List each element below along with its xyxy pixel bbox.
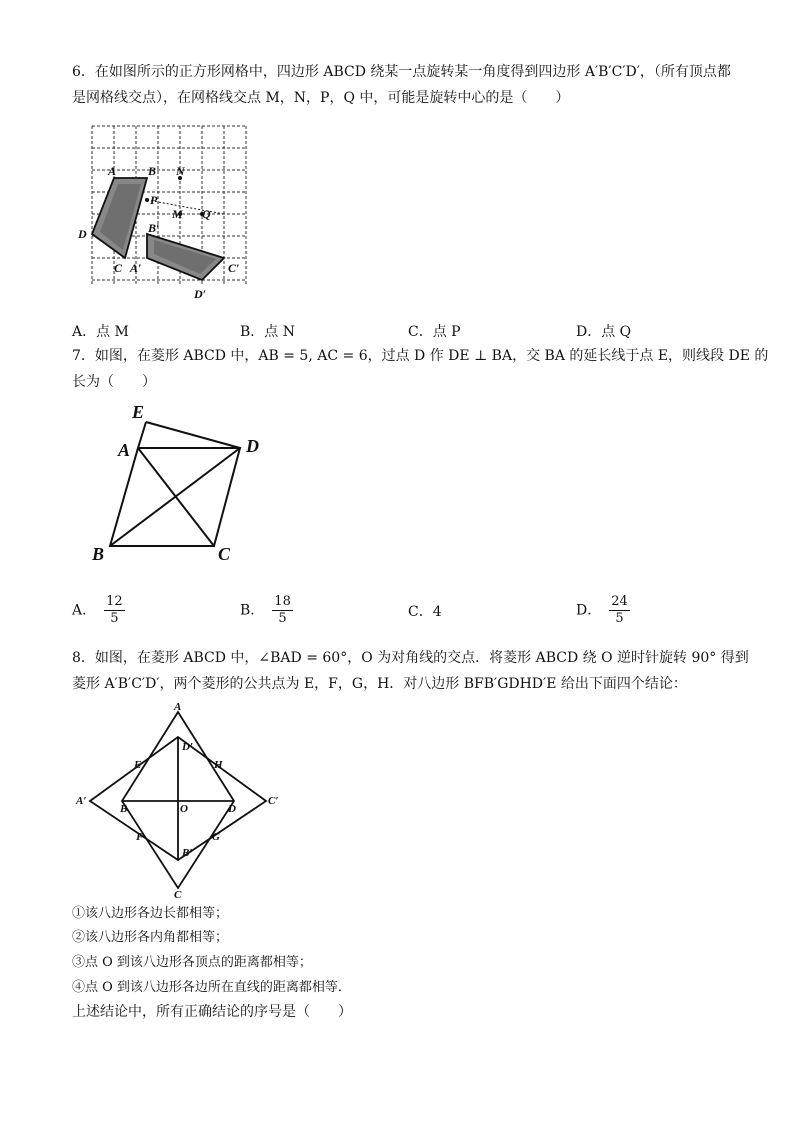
q6-text-line1: 6．在如图所示的正方形网格中，四边形 ABCD 绕某一点旋转某一角度得到四边形 A′B′C′D′，（所有顶点都 (72, 64, 731, 80)
q7-option-a[interactable]: A． $\frac{12}{5}$ (72, 594, 123, 626)
q7-text-line2: 长为（ ） (72, 374, 156, 390)
q6-label-p: P (150, 193, 158, 207)
q8-label-d: D (228, 803, 236, 815)
q6-label-b: B (148, 164, 157, 178)
q8-label-a: A (174, 701, 182, 713)
q7-text-line1: 7．如图，在菱形 ABCD 中，AB = 5, AC = 6，过点 D 作 DE ⊥ BA，交 BA 的延长线于点 E，则线段 DE 的 (72, 348, 769, 364)
q8-text-line1: 8．如图，在菱形 ABCD 中，∠BAD = 60°，O 为对角线的交点．将菱形 ABCD 绕 O 逆时针旋转 90° 得到 (72, 650, 749, 666)
q7-label-b: B (92, 544, 105, 564)
q8-statement-4: ④点 O 到该八边形各边所在直线的距离都相等． (72, 980, 351, 995)
q7-option-c[interactable]: C．4 (408, 604, 442, 620)
q8-text-line2: 菱形 A′B′C′D′，两个菱形的公共点为 E，F，G，H．对八边形 BFB′GDHD′E 给出下面四个结论： (72, 676, 687, 692)
q7-label-a: A (118, 440, 131, 460)
q6-option-b[interactable]: B．点 N (240, 324, 295, 340)
q8-label-b-prime: B′ (182, 847, 193, 859)
q8-label-f: F (136, 831, 144, 843)
q8-label-d-prime: D′ (182, 741, 194, 753)
q8-label-g: G (212, 831, 220, 843)
q8-label-a-prime: A′ (76, 795, 87, 807)
q6-label-d: D (78, 227, 87, 241)
q6-label-n: N (176, 164, 185, 178)
q8-label-c: C (174, 889, 182, 898)
q6-grid-figure (78, 118, 268, 308)
q8-label-e: E (134, 759, 142, 771)
q7-label-e: E (132, 402, 145, 422)
q6-label-c-prime: C′ (228, 261, 240, 275)
q7-rhombus-figure (86, 400, 276, 570)
q6-label-q: Q (202, 207, 211, 221)
q6-label-m: M (172, 207, 183, 221)
q7-segment-de (146, 422, 240, 448)
q7-extension-ba (138, 422, 146, 448)
q7-label-c: C (218, 544, 231, 564)
q8-statement-3: ③点 O 到该八边形各顶点的距离都相等； (72, 955, 312, 970)
q6-option-d[interactable]: D．点 Q (576, 324, 632, 340)
q8-label-h: H (214, 759, 223, 771)
q7-option-d[interactable]: D． $\frac{24}{5}$ (576, 594, 628, 626)
q6-label-c: C (114, 261, 123, 275)
q7-option-b[interactable]: B． $\frac{18}{5}$ (240, 594, 291, 626)
q8-statement-2: ②该八边形各内角都相等； (72, 930, 229, 945)
q6-label-a: A (108, 164, 117, 178)
q6-option-c[interactable]: C．点 P (408, 324, 461, 340)
q7-diagonal-bd (110, 448, 240, 546)
q8-label-b: B (120, 803, 128, 815)
q6-label-a-prime: A′ (130, 261, 142, 275)
q8-label-o: O (180, 803, 188, 815)
q6-text-line2: 是网格线交点），在网格线交点 M，N，P，Q 中，可能是旋转中心的是（ ） (72, 90, 570, 106)
q6-label-d-prime: D′ (194, 287, 207, 301)
q8-label-c-prime: C′ (268, 795, 279, 807)
q6-option-a[interactable]: A．点 M (72, 324, 129, 340)
q8-statement-1: ①该八边形各边长都相等； (72, 906, 229, 921)
q6-label-b-prime: B′ (148, 221, 160, 235)
q8-rhombus-figure (72, 700, 292, 898)
q8-question: 上述结论中，所有正确结论的序号是（ ） (72, 1004, 352, 1020)
q7-label-d: D (246, 436, 259, 456)
